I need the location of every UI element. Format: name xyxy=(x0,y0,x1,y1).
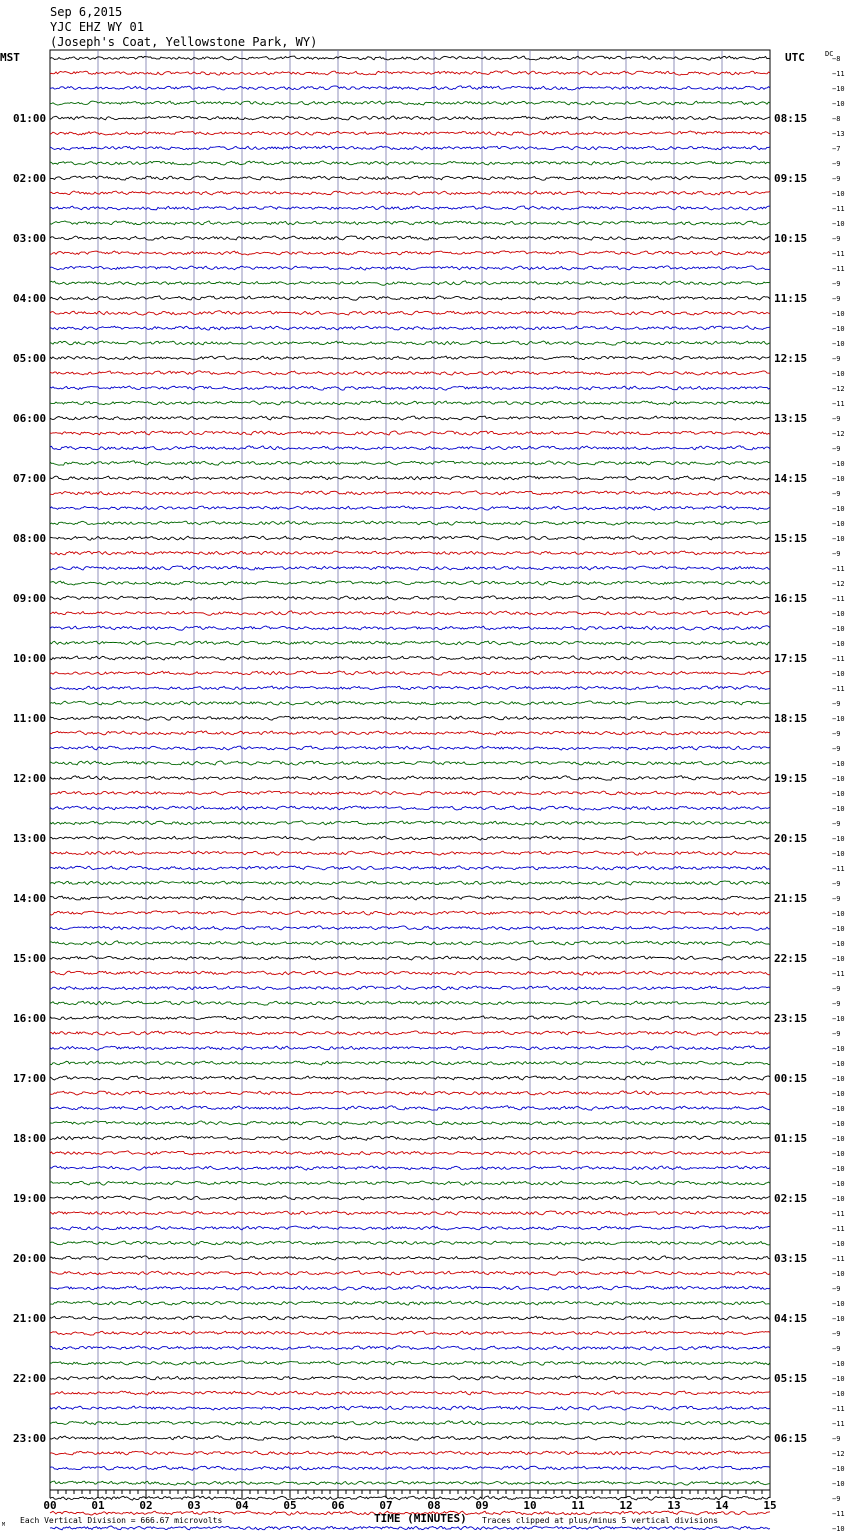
dc-offset-label: −9 xyxy=(832,295,841,303)
dc-offset-label: −10 xyxy=(832,775,845,783)
trace-line xyxy=(50,716,770,720)
seismic-traces xyxy=(50,56,770,1534)
trace-line xyxy=(50,161,770,165)
x-tick-label: 06 xyxy=(331,1499,345,1512)
right-hour-label: 12:15 xyxy=(774,352,808,365)
dc-offset-label: −10 xyxy=(832,790,845,798)
dc-offset-label: −11 xyxy=(832,865,845,873)
trace-line xyxy=(50,791,770,795)
x-tick-label: 05 xyxy=(283,1499,297,1512)
x-tick-label: 08 xyxy=(427,1499,441,1512)
trace-line xyxy=(50,146,770,150)
trace-line xyxy=(50,56,770,60)
right-hour-label: 04:15 xyxy=(774,1312,808,1325)
dc-offset-label: −10 xyxy=(832,1135,845,1143)
dc-offset-label: −9 xyxy=(832,880,841,888)
dc-offset-label: −11 xyxy=(832,265,845,273)
trace-line xyxy=(50,1241,770,1245)
left-hour-label: 03:00 xyxy=(13,232,47,245)
trace-line xyxy=(50,851,770,855)
dc-offset-label: −10 xyxy=(832,1180,845,1188)
dc-offset-label: −11 xyxy=(832,1225,845,1233)
trace-line xyxy=(50,1061,770,1065)
x-tick-label: 07 xyxy=(379,1499,393,1512)
left-hour-label: 01:00 xyxy=(13,112,47,125)
dc-offset-label: −9 xyxy=(832,1345,841,1353)
trace-line xyxy=(50,86,770,90)
dc-offset-label: −10 xyxy=(832,340,845,348)
trace-line xyxy=(50,701,770,705)
dc-offset-label: −10 xyxy=(832,1360,845,1368)
dc-offset-label: −10 xyxy=(832,190,845,198)
trace-line xyxy=(50,1406,770,1410)
trace-line xyxy=(50,1271,770,1275)
trace-line xyxy=(50,731,770,735)
trace-line xyxy=(50,1391,770,1395)
right-hour-label: 10:15 xyxy=(774,232,808,245)
trace-line xyxy=(50,1181,770,1185)
trace-line xyxy=(50,866,770,870)
dc-offset-label: −10 xyxy=(832,520,845,528)
footer-mark: M xyxy=(2,1522,6,1528)
trace-line xyxy=(50,1046,770,1050)
trace-line xyxy=(50,296,770,300)
right-hour-label: 00:15 xyxy=(774,1072,808,1085)
dc-offset-label: −10 xyxy=(832,220,845,228)
dc-offset-label: −9 xyxy=(832,1030,841,1038)
trace-line xyxy=(50,926,770,930)
dc-offset-label: −9 xyxy=(832,490,841,498)
left-hour-label: 14:00 xyxy=(13,892,47,905)
dc-offset-label: −10 xyxy=(832,610,845,618)
trace-line xyxy=(50,356,770,360)
dc-offset-label: −10 xyxy=(832,310,845,318)
dc-offset-label: −9 xyxy=(832,1285,841,1293)
trace-line xyxy=(50,116,770,120)
dc-offset-label: −10 xyxy=(832,1300,845,1308)
trace-line xyxy=(50,1031,770,1035)
trace-line xyxy=(50,1316,770,1320)
trace-line xyxy=(50,1091,770,1095)
dc-offset-label: −10 xyxy=(832,1315,845,1323)
trace-line xyxy=(50,281,770,285)
x-tick-label: 10 xyxy=(523,1499,537,1512)
trace-line xyxy=(50,1421,770,1425)
trace-line xyxy=(50,266,770,270)
trace-line xyxy=(50,1361,770,1365)
right-hour-label: 06:15 xyxy=(774,1432,808,1445)
dc-offset-label: −10 xyxy=(832,640,845,648)
dc-offset-label: −9 xyxy=(832,1330,841,1338)
trace-line xyxy=(50,461,770,465)
trace-line xyxy=(50,371,770,375)
dc-offset-label: −10 xyxy=(832,1060,845,1068)
trace-line xyxy=(50,1166,770,1170)
right-hour-label: 17:15 xyxy=(774,652,808,665)
dc-offset-label: −9 xyxy=(832,355,841,363)
trace-line xyxy=(50,656,770,660)
left-hour-label: 19:00 xyxy=(13,1192,47,1205)
trace-line xyxy=(50,341,770,345)
trace-line xyxy=(50,941,770,945)
left-hour-label: 08:00 xyxy=(13,532,47,545)
trace-line xyxy=(50,1106,770,1110)
footer-clipping-note: Traces clipped at plus/minus 5 vertical divisions xyxy=(482,1516,719,1525)
dc-offset-label: −11 xyxy=(832,970,845,978)
dc-offset-label: −10 xyxy=(832,1120,845,1128)
dc-offset-label: −11 xyxy=(832,205,845,213)
left-hour-label: 06:00 xyxy=(13,412,47,425)
dc-offset-label: −10 xyxy=(832,1195,845,1203)
trace-line xyxy=(50,1151,770,1155)
trace-line xyxy=(50,626,770,631)
station-code: YJC EHZ WY 01 xyxy=(50,20,144,34)
trace-line xyxy=(50,1016,770,1020)
x-tick-label: 14 xyxy=(715,1499,729,1512)
right-hour-label: 08:15 xyxy=(774,112,808,125)
trace-line xyxy=(50,1466,770,1470)
trace-line xyxy=(50,251,770,255)
trace-line xyxy=(50,596,770,600)
trace-line xyxy=(50,1496,770,1500)
dc-offset-label: −10 xyxy=(832,1270,845,1278)
dc-offset-label: −9 xyxy=(832,730,841,738)
dc-offset-label: −9 xyxy=(832,1000,841,1008)
dc-offset-label: −10 xyxy=(832,1480,845,1488)
x-tick-label: 12 xyxy=(619,1499,633,1512)
dc-offset-label: −9 xyxy=(832,550,841,558)
dc-offset-label: −10 xyxy=(832,1525,845,1533)
trace-line xyxy=(50,686,770,690)
dc-offset-label: −9 xyxy=(832,1435,841,1443)
right-hour-label: 19:15 xyxy=(774,772,808,785)
trace-line xyxy=(50,446,770,450)
trace-line xyxy=(50,1136,770,1140)
left-hour-label: 16:00 xyxy=(13,1012,47,1025)
left-timezone-label: MST xyxy=(0,51,20,64)
right-hour-label: 18:15 xyxy=(774,712,808,725)
x-tick-label: 02 xyxy=(139,1499,153,1512)
dc-offset-label: −11 xyxy=(832,655,845,663)
dc-offset-label: −13 xyxy=(832,130,845,138)
dc-offset-label: −10 xyxy=(832,1465,845,1473)
dc-offset-label: −10 xyxy=(832,1390,845,1398)
dc-offset-label: −10 xyxy=(832,850,845,858)
trace-line xyxy=(50,191,770,195)
trace-line xyxy=(50,1001,770,1005)
trace-line xyxy=(50,1256,770,1260)
dc-offset-label: −11 xyxy=(832,400,845,408)
dc-offset-label: −10 xyxy=(832,85,845,93)
left-hour-label: 17:00 xyxy=(13,1072,47,1085)
right-hour-label: 22:15 xyxy=(774,952,808,965)
x-tick-label: 01 xyxy=(91,1499,105,1512)
trace-line xyxy=(50,881,770,885)
left-hour-label: 23:00 xyxy=(13,1432,47,1445)
dc-offset-label: −10 xyxy=(832,1045,845,1053)
dc-offset-label: −11 xyxy=(832,70,845,78)
left-hour-label: 09:00 xyxy=(13,592,47,605)
x-tick-label: 11 xyxy=(571,1499,585,1512)
dc-offset-label: −10 xyxy=(832,715,845,723)
dc-offset-label: −10 xyxy=(832,475,845,483)
dc-offset-label: −9 xyxy=(832,1495,841,1503)
footer-vertical-division: Each Vertical Division = 666.67 microvolts xyxy=(20,1516,223,1525)
x-tick-label: 09 xyxy=(475,1499,489,1512)
trace-line xyxy=(50,911,770,915)
x-tick-label: 03 xyxy=(187,1499,201,1512)
left-hour-label: 20:00 xyxy=(13,1252,47,1265)
trace-line xyxy=(50,101,770,105)
plot-date: Sep 6,2015 xyxy=(50,5,123,19)
trace-line xyxy=(50,1076,770,1080)
dc-offset-label: −10 xyxy=(832,100,845,108)
dc-offset-label: −9 xyxy=(832,415,841,423)
trace-line xyxy=(50,1481,770,1485)
right-hour-label: 23:15 xyxy=(774,1012,808,1025)
dc-offset-label: −10 xyxy=(832,955,845,963)
right-hour-label: 13:15 xyxy=(774,412,808,425)
trace-line xyxy=(50,806,770,810)
trace-line xyxy=(50,971,770,975)
trace-line xyxy=(50,1196,770,1200)
dc-offset-label: −10 xyxy=(832,1240,845,1248)
trace-line xyxy=(50,836,770,840)
left-hour-label: 15:00 xyxy=(13,952,47,965)
right-hour-label: 14:15 xyxy=(774,472,808,485)
trace-line xyxy=(50,386,770,390)
trace-line xyxy=(50,671,770,675)
dc-offset-label: −9 xyxy=(832,175,841,183)
dc-offset-label: −9 xyxy=(832,745,841,753)
dc-offset-label: −10 xyxy=(832,910,845,918)
dc-offset-label: −10 xyxy=(832,1015,845,1023)
dc-offset-label: −10 xyxy=(832,535,845,543)
dc-offset-label: −10 xyxy=(832,925,845,933)
dc-offset-label: −9 xyxy=(832,280,841,288)
left-hour-label: 21:00 xyxy=(13,1312,47,1325)
left-hour-label: 18:00 xyxy=(13,1132,47,1145)
trace-line xyxy=(50,566,770,570)
trace-line xyxy=(50,1451,770,1455)
right-hour-label: 21:15 xyxy=(774,892,808,905)
dc-offset-label: −10 xyxy=(832,505,845,513)
dc-offset-label: −12 xyxy=(832,1450,845,1458)
left-hour-label: 05:00 xyxy=(13,352,47,365)
right-hour-label: 15:15 xyxy=(774,532,808,545)
trace-line xyxy=(50,1286,770,1291)
trace-line xyxy=(50,176,770,180)
trace-line xyxy=(50,221,770,225)
x-axis-title: TIME (MINUTES) xyxy=(374,1512,467,1525)
dc-offset-label: −9 xyxy=(832,445,841,453)
trace-line xyxy=(50,776,770,780)
dc-offset-label: −9 xyxy=(832,985,841,993)
left-hour-label: 11:00 xyxy=(13,712,47,725)
left-hour-label: 07:00 xyxy=(13,472,47,485)
trace-line xyxy=(50,1121,770,1125)
dc-offset-label: −10 xyxy=(832,1090,845,1098)
dc-offset-label: −10 xyxy=(832,670,845,678)
dc-offset-label: −11 xyxy=(832,1255,845,1263)
right-hour-label: 20:15 xyxy=(774,832,808,845)
dc-offset-label: −9 xyxy=(832,700,841,708)
trace-line xyxy=(50,761,770,765)
dc-offset-label: −10 xyxy=(832,1165,845,1173)
dc-offset-label: −11 xyxy=(832,1405,845,1413)
trace-line xyxy=(50,1211,770,1215)
dc-offset-label: −11 xyxy=(832,1510,845,1518)
trace-line xyxy=(50,1376,770,1380)
x-tick-label: 13 xyxy=(667,1499,681,1512)
trace-line xyxy=(50,131,770,135)
left-hour-label: 12:00 xyxy=(13,772,47,785)
x-tick-label: 04 xyxy=(235,1499,249,1512)
station-location: (Joseph's Coat, Yellowstone Park, WY) xyxy=(50,35,318,49)
dc-offset-label: −10 xyxy=(832,460,845,468)
left-hour-label: 02:00 xyxy=(13,172,47,185)
dc-offset-label: −10 xyxy=(832,805,845,813)
left-hour-label: 04:00 xyxy=(13,292,47,305)
trace-line xyxy=(50,956,770,961)
trace-line xyxy=(50,326,770,330)
trace-line xyxy=(50,1526,770,1530)
dc-offset-label: −10 xyxy=(832,370,845,378)
dc-offset-label: −12 xyxy=(832,385,845,393)
dc-offset-label: −10 xyxy=(832,625,845,633)
trace-line xyxy=(50,311,770,316)
dc-offset-label: −10 xyxy=(832,760,845,768)
dc-offset-label: −11 xyxy=(832,685,845,693)
dc-offset-label: −9 xyxy=(832,820,841,828)
left-hour-label: 22:00 xyxy=(13,1372,47,1385)
right-hour-label: 16:15 xyxy=(774,592,808,605)
trace-line xyxy=(50,71,770,75)
trace-line xyxy=(50,236,770,240)
dc-offset-label: −8 xyxy=(832,55,841,63)
dc-offset-label: −12 xyxy=(832,430,845,438)
trace-line xyxy=(50,581,770,585)
dc-offset-label: −11 xyxy=(832,565,845,573)
right-hour-label: 03:15 xyxy=(774,1252,808,1265)
trace-line xyxy=(50,1301,770,1305)
trace-line xyxy=(50,1226,770,1230)
right-hour-label: 11:15 xyxy=(774,292,808,305)
dc-offset-label: −10 xyxy=(832,835,845,843)
trace-line xyxy=(50,521,770,525)
trace-line xyxy=(50,551,770,555)
trace-line xyxy=(50,896,770,900)
trace-line xyxy=(50,401,770,405)
dc-offset-label: −11 xyxy=(832,1420,845,1428)
left-hour-label: 10:00 xyxy=(13,652,47,665)
trace-line xyxy=(50,821,770,825)
right-timezone-label: UTC xyxy=(785,51,805,64)
trace-line xyxy=(50,431,770,435)
dc-offset-label: −12 xyxy=(832,580,845,588)
dc-offset-label: −11 xyxy=(832,595,845,603)
trace-line xyxy=(50,1436,770,1440)
trace-line xyxy=(50,746,770,750)
dc-offset-label: −11 xyxy=(832,250,845,258)
trace-line xyxy=(50,986,770,990)
right-hour-label: 05:15 xyxy=(774,1372,808,1385)
trace-line xyxy=(50,611,770,615)
right-hour-label: 09:15 xyxy=(774,172,808,185)
left-hour-label: 13:00 xyxy=(13,832,47,845)
dc-offset-label: −10 xyxy=(832,1075,845,1083)
trace-line xyxy=(50,491,770,495)
dc-offset-label: −10 xyxy=(832,1150,845,1158)
dc-offset-label: −7 xyxy=(832,145,841,153)
trace-line xyxy=(50,1331,770,1335)
trace-line xyxy=(50,536,770,540)
dc-offset-label: −11 xyxy=(832,1210,845,1218)
dc-label: DC xyxy=(825,50,834,58)
trace-line xyxy=(50,506,770,510)
dc-offset-label: −8 xyxy=(832,115,841,123)
trace-line xyxy=(50,416,770,420)
dc-offset-label: −9 xyxy=(832,895,841,903)
dc-offset-label: −10 xyxy=(832,1375,845,1383)
trace-line xyxy=(50,206,770,210)
x-tick-label: 00 xyxy=(43,1499,57,1512)
trace-line xyxy=(50,641,770,645)
right-hour-label: 02:15 xyxy=(774,1192,808,1205)
dc-offset-label: −10 xyxy=(832,1105,845,1113)
trace-line xyxy=(50,1346,770,1350)
right-hour-label: 01:15 xyxy=(774,1132,808,1145)
x-tick-label: 15 xyxy=(763,1499,777,1512)
dc-offset-label: −10 xyxy=(832,940,845,948)
dc-offset-label: −9 xyxy=(832,235,841,243)
dc-offset-label: −9 xyxy=(832,160,841,168)
trace-line xyxy=(50,476,770,480)
dc-offset-label: −10 xyxy=(832,325,845,333)
